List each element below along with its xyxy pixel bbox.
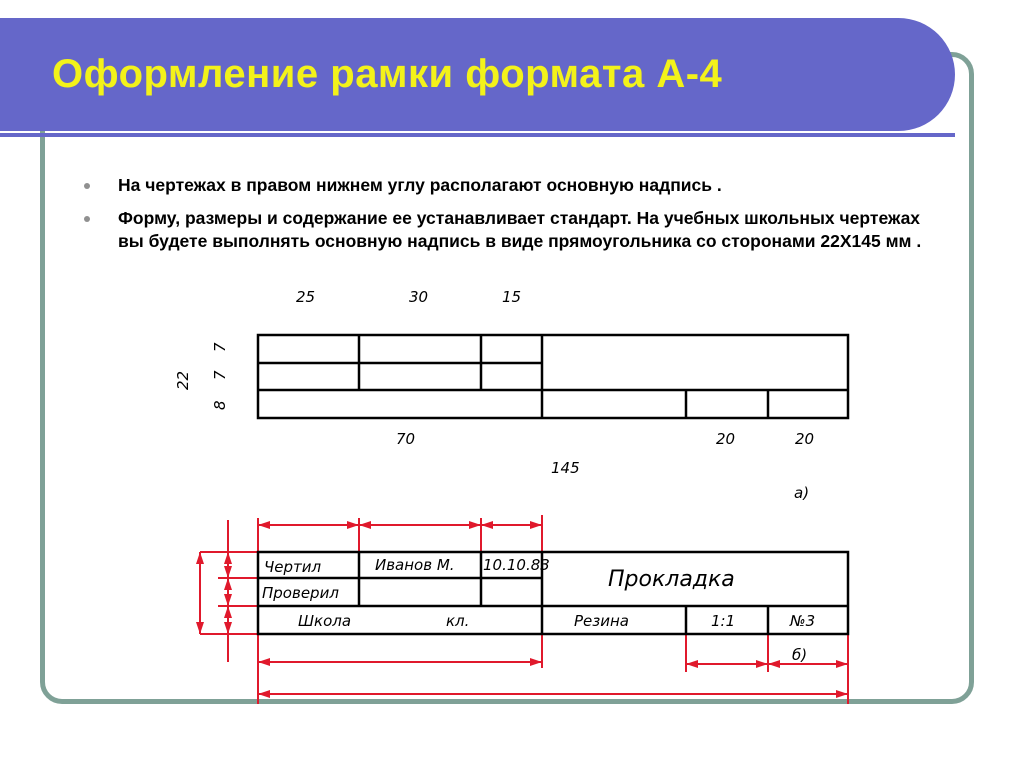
bullet-text: Форму, размеры и содержание ее устанавливает стандарт. На учебных школьных чертежах вы будете выполнять основную надпись в виде прямоугольника со сторонами 22Х145 мм . (118, 208, 922, 251)
cell-number: №3 (790, 612, 816, 630)
bullet-text: На чертежах в правом нижнем углу располагают основную надпись . (118, 175, 722, 195)
block-a-outline (258, 335, 848, 418)
slide-title: Оформление рамки формата А-4 (52, 52, 723, 96)
dim-7-b: 7 (211, 370, 229, 380)
dim-145: 145 (551, 459, 580, 477)
dim-15: 15 (502, 288, 522, 306)
cell-material: Резина (574, 612, 629, 630)
cell-drew-label: Чертил (264, 558, 322, 576)
cell-drew-name: Иванов М. (375, 556, 455, 574)
cell-scale: 1:1 (711, 612, 736, 630)
dim-25: 25 (296, 288, 316, 306)
drawing-b-dimensions (196, 515, 848, 704)
dim-30: 30 (409, 288, 429, 306)
cell-drew-date: 10.10.83 (483, 556, 550, 574)
drawing-a (258, 335, 848, 418)
dim-7-a: 7 (211, 342, 229, 352)
dim-8: 8 (211, 400, 229, 410)
dim-22: 22 (174, 370, 192, 390)
label-a: а) (794, 484, 810, 502)
dim-20-b: 20 (795, 430, 815, 448)
dim-20-a: 20 (716, 430, 736, 448)
cell-class: кл. (446, 612, 470, 630)
dim-70: 70 (396, 430, 416, 448)
cell-title: Прокладка (608, 567, 735, 592)
label-b: б) (792, 646, 808, 664)
cell-school: Школа (298, 612, 352, 630)
cell-checked-label: Проверил (262, 584, 339, 602)
